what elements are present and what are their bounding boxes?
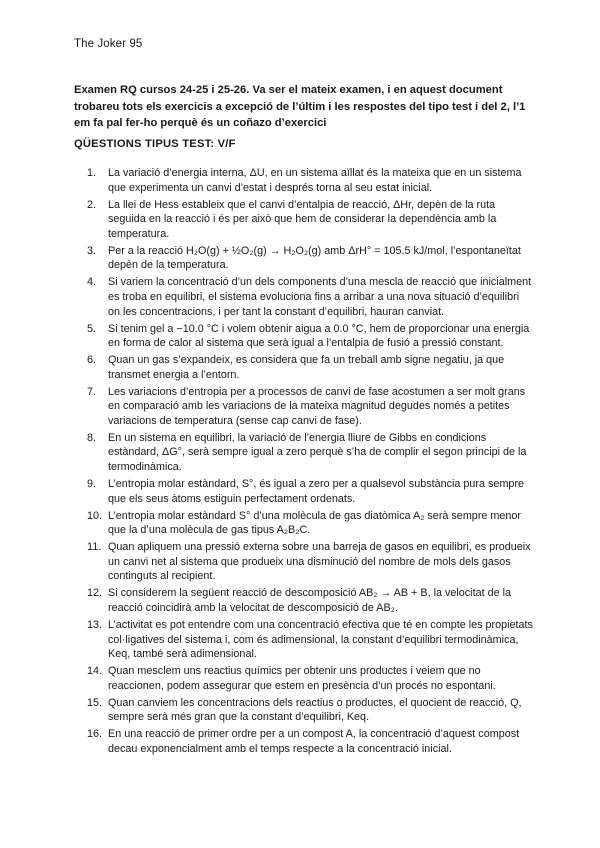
question-item (74, 431, 534, 475)
question-item (74, 385, 534, 429)
question-item (74, 618, 534, 662)
question-number: 8. (87, 431, 97, 444)
question-text: Quan apliquem una pressió externa sobre una barreja de gasos en equilibri, es produeix un canvi net al sistema que produeix una disminució del nombre de mols dels gasos continguts al recipient. (108, 541, 531, 583)
question-text: L’entropia molar estàndard S° d’una molècula de gas diatòmica A₂ serà sempre menor que la d’una molècula de gas tipus A₂B₂C. (108, 509, 522, 537)
question-item (74, 664, 534, 693)
question-number: 10. (87, 509, 103, 522)
question-text: Quan un gas s’expandeix, es considera que fa un treball amb signe negatiu, ja que transmet energia a l’entorn. (108, 354, 505, 381)
section-title: QÜESTIONS TIPUS TEST: V/F (74, 138, 236, 150)
question-text: En una reacció de primer ordre per a un compost A, la concentració d’aquest compost decau exponencialment amb el temps respecte a la concentració inicial. (108, 728, 520, 755)
questions-list (74, 166, 534, 759)
question-text: L’entropia molar estàndard, S°, és igual a zero per a qualsevol substància pura sempre que els seus àtoms estiguin perfectament ordenats. (108, 478, 525, 505)
question-text: La variació d’energia interna, ΔU, en un sistema aïllat és la mateixa que en un sistema que experimenta un canvi d’estat i després torna al seu estat inicial. (108, 167, 522, 194)
question-text: La llei de Hess estableix que el canvi d’entalpia de reacció, ΔHr, depèn de la ruta seguida en la reacció i és per això que hem de considerar la dependència amb la temperatura. (108, 198, 497, 240)
question-number: 12. (87, 587, 103, 600)
question-item (74, 586, 534, 615)
intro-paragraph: Examen RQ cursos 24-25 i 25-26. Va ser el mateix examen, i en aquest document trobareu tots els exercicis a excepció de l’últim i les respostes del tipo test i del 2, l’1 em fa pal fer-ho perquè és un coñazo d’exercici (74, 84, 526, 130)
question-number: 13. (87, 618, 103, 631)
question-item (74, 727, 534, 756)
question-number: 6. (87, 354, 97, 367)
question-text: En un sistema en equilibri, la variació de l’energia lliure de Gibbs en condicions estàndard, ΔG°, serà sempre igual a zero perquè s’ha de complir el segon principi de la termodinàmica. (108, 431, 527, 474)
question-number: 14. (87, 665, 103, 678)
question-number: 3. (87, 244, 97, 257)
question-text: Quan mesclem uns reactius químics per obtenir uns productes i veiem que no reaccionen, podem assegurar que estem en presència d’un procés no espontani. (108, 665, 496, 692)
question-item (74, 198, 534, 242)
question-item (74, 540, 534, 584)
question-number: 1. (87, 167, 97, 179)
question-text: Si tenim gel a −10.0 °C i volem obtenir aigua a 0.0 °C, hem de proporcionar una energia en forma de calor al sistema que serà igual a l’entalpia de fusió a pressió constant. (108, 322, 530, 350)
question-item (74, 696, 534, 725)
question-item (74, 322, 534, 351)
question-text: L’activitat es pot entendre com una concentració efectiva que té en compte les propietats col·ligatives del sistema i, com és adimensional, la constant d’equilibri termodinàmica, Keq, també serà adimensional. (108, 618, 533, 661)
question-text: Quan canviem les concentracions dels reactius o productes, el quocient de reacció, Q, sempre serà més gran que la constant d’equilibri, Keq. (108, 696, 522, 724)
question-number: 5. (87, 322, 97, 335)
question-item (74, 166, 534, 195)
question-number: 15. (87, 696, 103, 709)
question-text: Si considerem la següent reacció de descomposició AB₂ → AB + B, la velocitat de la reacció coincidirà amb la velocitat de descomposició de AB₂. (108, 587, 511, 614)
question-item (74, 477, 534, 506)
question-text: Les variacions d’entropia per a processos de canvi de fase acostumen a ser molt grans en comparació amb les variacions de la mateixa magnitud degudes només a petites variacions de temperatura (sense cap canvi de fase). (108, 385, 526, 427)
question-number: 9. (87, 478, 97, 490)
question-number: 7. (87, 385, 97, 398)
question-text: Si variem la concentració d’un dels components d’una mescla de reacció que inicialment es troba en equilibri, el sistema evoluciona fins a arribar a una nova situació d’equilibri on les concentracions, i per tant la constant d’equilibri, hauran canviat. (108, 276, 532, 318)
question-item (74, 275, 534, 319)
question-item (74, 509, 534, 538)
question-number: 11. (87, 541, 102, 554)
question-number: 4. (87, 276, 97, 289)
question-text: Per a la reacció H₂O(g) + ½O₂(g) → H₂O₂(g) amb ΔrH° = 105.5 kJ/mol, l’espontaneïtat depèn de la temperatura. (108, 244, 521, 272)
question-number: 16. (87, 728, 103, 741)
question-number: 2. (87, 198, 97, 211)
question-item (74, 353, 534, 382)
question-item (74, 244, 534, 273)
document-header: The Joker 95 (74, 38, 143, 50)
